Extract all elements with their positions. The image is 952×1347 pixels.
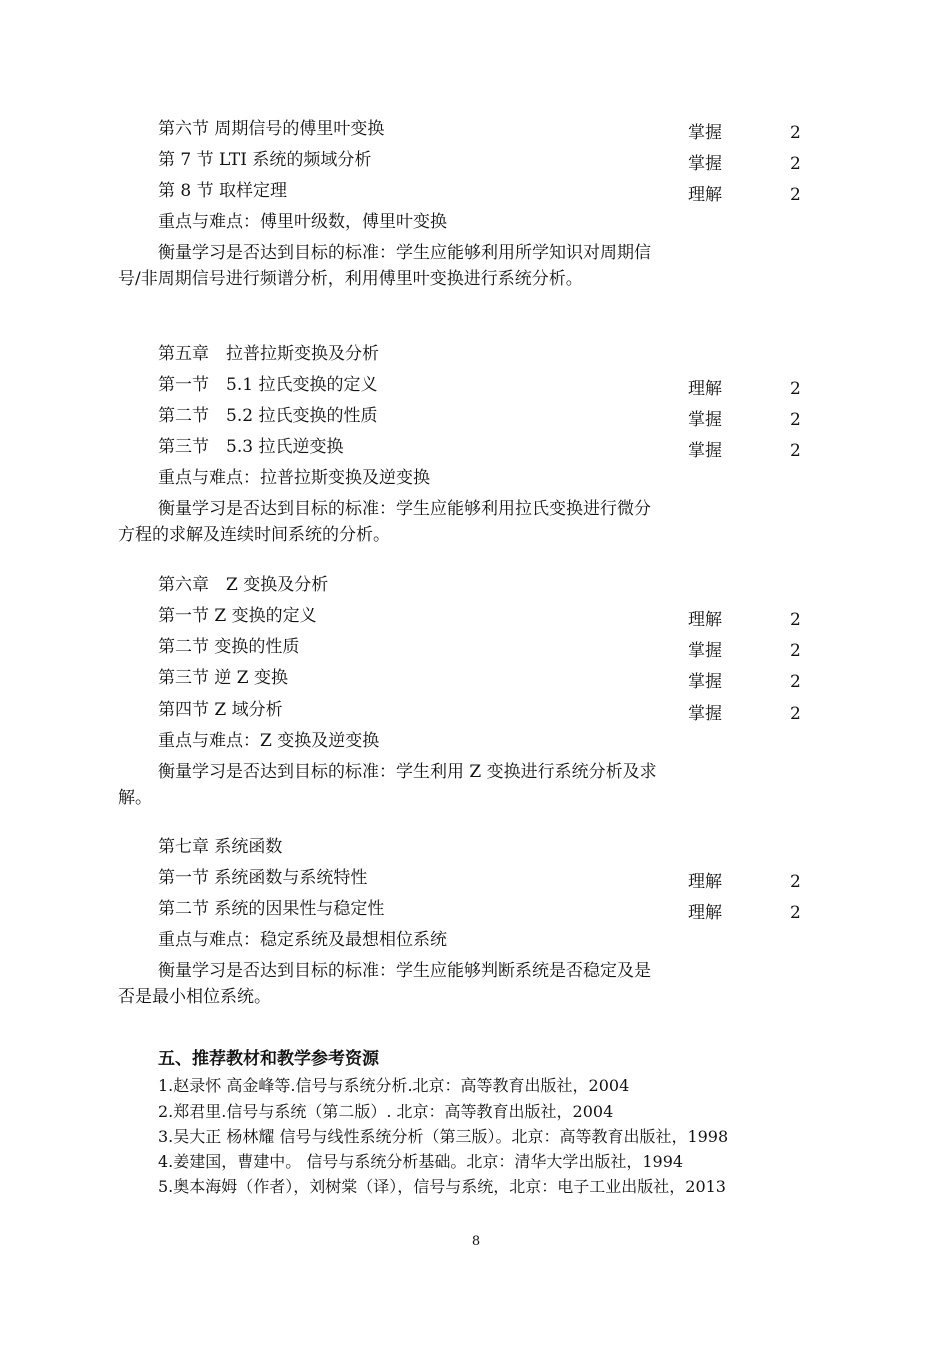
section-name: 第二节 5.2 拉氏变换的性质 [158, 406, 378, 426]
section-name: 第一节 5.1 拉氏变换的定义 [158, 375, 378, 395]
section-hours: 2 [790, 441, 801, 461]
section-level: 理解 [688, 610, 722, 630]
section-name: 第一节 Z 变换的定义 [158, 606, 317, 626]
section-row [0, 118, 952, 144]
section-row [0, 667, 952, 693]
section-level: 掌握 [688, 123, 722, 143]
criteria-paragraph: 衡量学习是否达到目标的标准：学生应能够利用所学知识对周期信号/非周期信号进行频谱分析，利用傅里叶变换进行系统分析。 [118, 243, 651, 289]
section-level: 理解 [688, 872, 722, 892]
section-name: 第三节 逆 Z 变换 [158, 668, 289, 688]
section-row [0, 374, 952, 400]
reference-item: 1.赵录怀 高金峰等.信号与系统分析.北京：高等教育出版社，2004 [158, 1076, 630, 1095]
reference-item: 3.吴大正 杨林耀 信号与线性系统分析（第三版）。北京：高等教育出版社，1998 [158, 1127, 729, 1146]
key-points: 重点与难点：稳定系统及最想相位系统 [158, 930, 447, 950]
reference-item: 5.奥本海姆（作者），刘树棠（译），信号与系统，北京：电子工业出版社，2013 [158, 1177, 726, 1196]
reference-item: 2.郑君里.信号与系统（第二版）. 北京：高等教育出版社，2004 [158, 1102, 614, 1121]
key-points: 重点与难点：傅里叶级数，傅里叶变换 [158, 212, 447, 232]
section-hours: 2 [790, 641, 801, 661]
section-row [0, 405, 952, 431]
key-points: 重点与难点：Z 变换及逆变换 [158, 731, 380, 751]
section-hours: 2 [790, 379, 801, 399]
section-row [0, 636, 952, 662]
section-hours: 2 [790, 154, 801, 174]
section-row [0, 605, 952, 631]
section-name: 第六节 周期信号的傅里叶变换 [158, 119, 385, 139]
key-points: 重点与难点：拉普拉斯变换及逆变换 [158, 468, 430, 488]
section-row [0, 699, 952, 725]
reference-item: 4.姜建国，曹建中。 信号与系统分析基础。北京：清华大学出版社，1994 [158, 1152, 684, 1171]
criteria-paragraph: 衡量学习是否达到目标的标准：学生应能够利用拉氏变换进行微分方程的求解及连续时间系统的分析。 [118, 499, 651, 545]
section-name: 第 7 节 LTI 系统的频域分析 [158, 150, 372, 170]
section-heading: 五、推荐教材和教学参考资源 [158, 1049, 379, 1069]
section-hours: 2 [790, 410, 801, 430]
section-hours: 2 [790, 185, 801, 205]
section-hours: 2 [790, 903, 801, 923]
section-row [0, 149, 952, 175]
section-name: 第 8 节 取样定理 [158, 181, 288, 201]
chapter-title: 第五章 拉普拉斯变换及分析 [158, 344, 379, 364]
section-row [0, 898, 952, 924]
criteria-paragraph: 衡量学习是否达到目标的标准：学生应能够判断系统是否稳定及是否是最小相位系统。 [118, 961, 651, 1007]
section-row [0, 180, 952, 206]
section-hours: 2 [790, 672, 801, 692]
chapter-title: 第六章 Z 变换及分析 [158, 575, 329, 595]
section-hours: 2 [790, 123, 801, 143]
section-level: 掌握 [688, 672, 722, 692]
section-level: 掌握 [688, 154, 722, 174]
section-row [0, 867, 952, 893]
section-level: 掌握 [688, 641, 722, 661]
section-hours: 2 [790, 610, 801, 630]
section-level: 理解 [688, 379, 722, 399]
section-level: 掌握 [688, 410, 722, 430]
section-hours: 2 [790, 704, 801, 724]
section-level: 理解 [688, 185, 722, 205]
chapter-title: 第七章 系统函数 [158, 837, 283, 857]
section-level: 掌握 [688, 441, 722, 461]
page-number: 8 [471, 1234, 481, 1249]
section-name: 第二节 系统的因果性与稳定性 [158, 899, 385, 919]
section-hours: 2 [790, 872, 801, 892]
section-row [0, 436, 952, 462]
section-name: 第四节 Z 域分析 [158, 700, 283, 720]
criteria-paragraph: 衡量学习是否达到目标的标准：学生利用 Z 变换进行系统分析及求解。 [118, 762, 657, 808]
section-name: 第二节 变换的性质 [158, 637, 300, 657]
section-name: 第一节 系统函数与系统特性 [158, 868, 368, 888]
section-level: 掌握 [688, 704, 722, 724]
section-name: 第三节 5.3 拉氏逆变换 [158, 437, 344, 457]
section-level: 理解 [688, 903, 722, 923]
